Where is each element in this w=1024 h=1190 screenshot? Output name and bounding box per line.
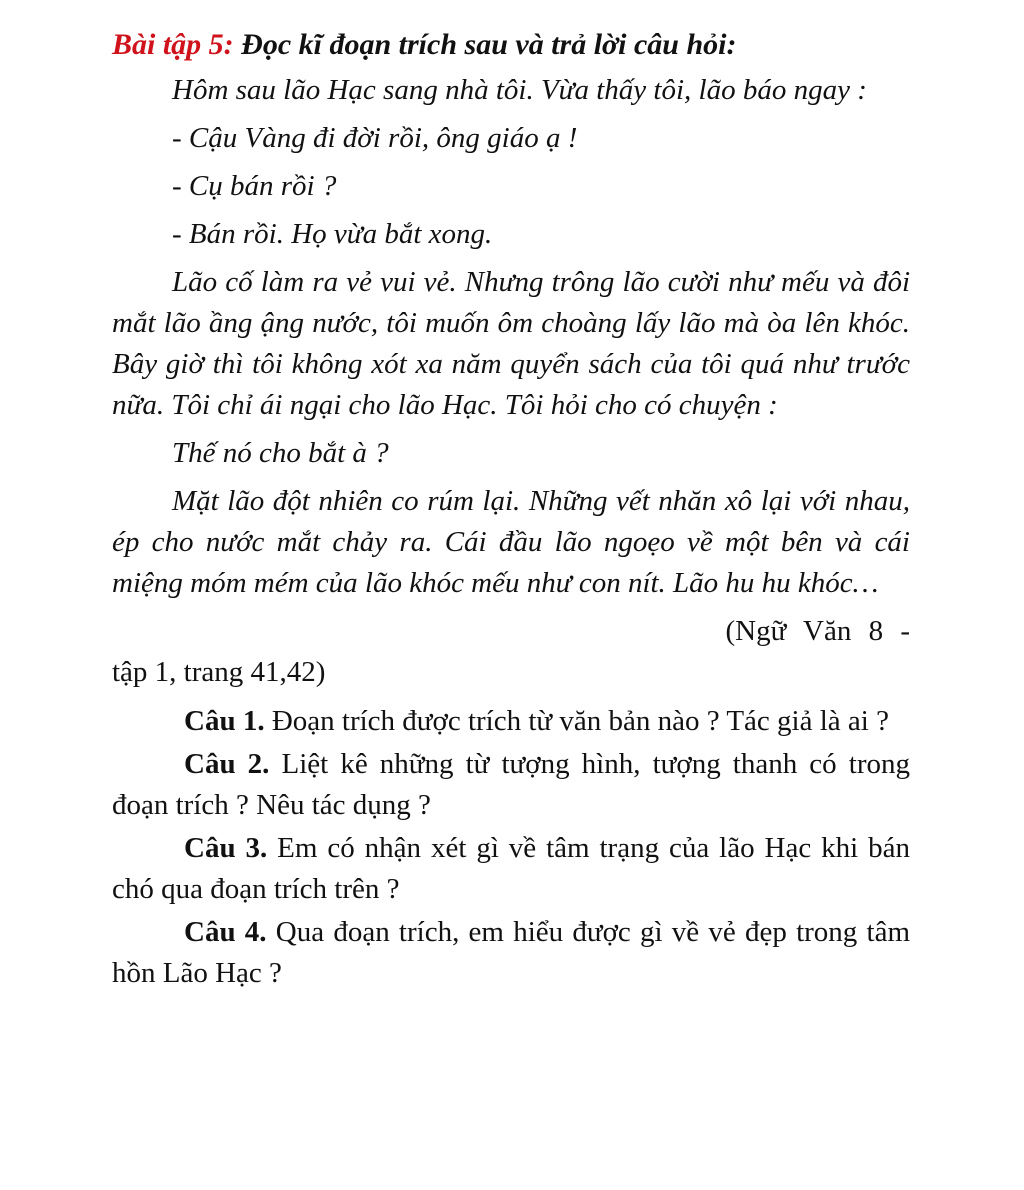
passage-paragraph-3: Thế nó cho bắt à ? (172, 437, 389, 469)
question-item (112, 744, 910, 826)
question-item (112, 912, 910, 994)
dialogue-line-2: - Cụ bán rồi ? (172, 170, 337, 202)
question-list (112, 701, 910, 994)
source-line-2: tập 1, trang 41,42) (112, 656, 326, 688)
exercise-heading (112, 22, 910, 68)
exercise-instruction: Đọc kĩ đoạn trích sau và trả lời câu hỏi: (233, 28, 737, 61)
question-label: Câu 4. (184, 916, 267, 948)
passage-paragraph-4: Mặt lão đột nhiên co rúm lại. Những vết nhăn xô lại với nhau, ép cho nước mắt chảy ra. Cái đầu lão ngoẹo về một bên và cái miệng móm mém của lão khóc mếu như con nít. Lão hu hu khóc… (112, 485, 910, 599)
exercise-label: Bài tập 5: (112, 28, 234, 61)
dialogue-line-1: - Cậu Vàng đi đời rồi, ông giáo ạ ! (172, 122, 578, 154)
source-citation (112, 611, 910, 693)
source-line-1: (Ngữ Văn 8 - (725, 615, 910, 647)
question-label: Câu 1. (184, 705, 265, 737)
question-text: Đoạn trích được trích từ văn bản nào ? Tác giả là ai ? (264, 705, 889, 737)
passage-paragraph-1: Hôm sau lão Hạc sang nhà tôi. Vừa thấy tôi, lão báo ngay : (172, 74, 867, 106)
question-item (112, 701, 910, 742)
question-label: Câu 2. (184, 748, 270, 780)
excerpt-passage (112, 70, 910, 604)
exercise-page (112, 22, 910, 996)
dialogue-line-3: - Bán rồi. Họ vừa bắt xong. (172, 218, 493, 250)
question-text: Em có nhận xét gì về tâm trạng của lão Hạc khi bán chó qua đoạn trích trên ? (112, 832, 910, 905)
question-text: Liệt kê những từ tượng hình, tượng thanh có trong đoạn trích ? Nêu tác dụng ? (112, 748, 910, 821)
passage-paragraph-2: Lão cố làm ra vẻ vui vẻ. Nhưng trông lão cười như mếu và đôi mắt lão ầng ậng nước, tôi muốn ôm choàng lấy lão mà òa lên khóc. Bây giờ thì tôi không xót xa năm quyển sách của tôi quá như trước nữa. Tôi chỉ ái ngại cho lão Hạc. Tôi hỏi cho có chuyện : (112, 266, 910, 421)
question-item (112, 828, 910, 910)
question-label: Câu 3. (184, 832, 268, 864)
question-text: Qua đoạn trích, em hiểu được gì về vẻ đẹp trong tâm hồn Lão Hạc ? (112, 916, 911, 989)
